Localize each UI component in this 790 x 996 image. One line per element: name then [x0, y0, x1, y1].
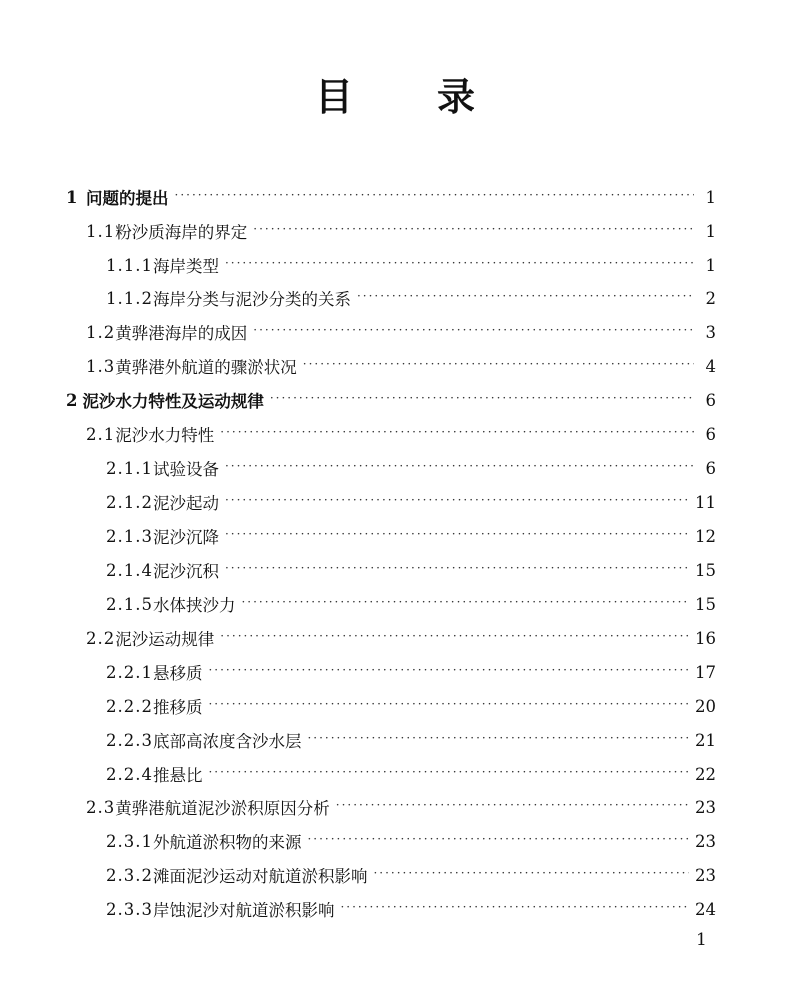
- toc-leader-dots: [373, 866, 689, 884]
- toc-entry-title: 悬移质: [152, 664, 203, 683]
- toc-entry[interactable]: [106, 894, 716, 924]
- toc-entry-number: 1.2: [86, 322, 116, 342]
- toc-entry-number: 2.2: [86, 628, 116, 648]
- toc-entry-title: 海岸分类与泥沙分类的关系: [152, 290, 351, 309]
- toc-leader-dots: [225, 256, 694, 274]
- toc-entry[interactable]: [66, 385, 716, 415]
- page-title: [0, 66, 790, 121]
- toc-leader-dots: [220, 629, 689, 647]
- toc-entry-page: 6: [705, 390, 716, 410]
- toc-entry-number: 2: [66, 390, 79, 410]
- toc-entry-title: 泥沙水力特性: [115, 426, 215, 445]
- toc-entry-title: 黄骅港航道泥沙淤积原因分析: [115, 799, 330, 818]
- toc-leader-dots: [241, 595, 689, 613]
- toc-entry-number: 1.1.2: [106, 288, 153, 308]
- toc-leader-dots: [253, 222, 694, 240]
- toc-leader-dots: [225, 493, 689, 511]
- toc-leader-dots: [270, 391, 694, 409]
- toc-leader-dots: [307, 832, 689, 850]
- toc-entry-number: 2.1.3: [106, 526, 153, 546]
- toc-entry-number: 2.3.1: [106, 831, 153, 851]
- toc-entry[interactable]: [106, 759, 716, 789]
- toc-entry-title: 泥沙水力特性及运动规律: [82, 392, 264, 411]
- toc-leader-dots: [225, 561, 689, 579]
- toc-entry-title: 岸蚀泥沙对航道淤积影响: [152, 901, 335, 920]
- toc-entry-page: 22: [695, 764, 716, 784]
- toc-entry-page: 11: [695, 492, 716, 512]
- toc-entry-page: 4: [705, 356, 716, 376]
- toc-entry[interactable]: [86, 317, 716, 347]
- toc-entry-page: 1: [705, 221, 716, 241]
- toc-leader-dots: [253, 323, 694, 341]
- toc-entry-number: 1.1.1: [106, 255, 153, 275]
- toc-entry-title: 外航道淤积物的来源: [152, 833, 302, 852]
- toc-entry[interactable]: [106, 860, 716, 890]
- toc-leader-dots: [220, 425, 694, 443]
- toc-entry-page: 3: [705, 322, 716, 342]
- toc-leader-dots: [357, 289, 694, 307]
- toc-entry-number: 2.1.1: [106, 458, 153, 478]
- toc-entry[interactable]: [86, 623, 716, 653]
- toc-entry-title: 滩面泥沙运动对航道淤积影响: [152, 867, 368, 886]
- toc-entry[interactable]: [106, 657, 716, 687]
- toc-entry-number: 2.2.4: [106, 764, 153, 784]
- toc-entry-page: 16: [695, 628, 716, 648]
- toc-entry-page: 17: [695, 662, 716, 682]
- toc-entry-number: 2.2.1: [106, 662, 153, 682]
- toc-entry-page: 21: [695, 730, 716, 750]
- toc-entry-number: 2.3.2: [106, 865, 153, 885]
- toc-entry-title: 海岸类型: [152, 257, 219, 276]
- toc-entry-page: 1: [705, 255, 716, 275]
- toc-entry-page: 2: [705, 288, 716, 308]
- toc-entry-page: 1: [705, 187, 716, 207]
- toc-entry-number: 2.2.3: [106, 730, 153, 750]
- toc-leader-dots: [208, 663, 689, 681]
- toc-leader-dots: [225, 527, 689, 545]
- toc-entry-number: 2.2.2: [106, 696, 153, 716]
- toc-leader-dots: [303, 357, 694, 375]
- toc-entry-number: 2.3: [86, 797, 116, 817]
- toc-entry-page: 6: [705, 424, 716, 444]
- toc-entry[interactable]: [106, 521, 716, 551]
- toc-leader-dots: [175, 188, 695, 206]
- toc-entry-page: 20: [695, 696, 716, 716]
- toc-entry-title: 黄骅港海岸的成因: [115, 324, 248, 343]
- toc-leader-dots: [340, 900, 689, 918]
- toc-entry-page: 23: [695, 865, 716, 885]
- toc-entry[interactable]: [86, 792, 716, 822]
- toc-entry-number: 1.3: [86, 356, 116, 376]
- toc-entry-page: 12: [695, 526, 716, 546]
- toc-entry[interactable]: [86, 419, 716, 449]
- toc-entry-title: 水体挟沙力: [152, 596, 236, 615]
- toc-entry-page: 15: [695, 594, 716, 614]
- toc-entry[interactable]: [86, 351, 716, 381]
- toc-entry-title: 泥沙沉积: [152, 562, 219, 581]
- toc-leader-dots: [208, 697, 689, 715]
- toc-leader-dots: [336, 798, 689, 816]
- title-char-left: 目: [314, 75, 393, 119]
- toc-entry-page: 24: [695, 899, 716, 919]
- toc-entry[interactable]: [106, 283, 716, 313]
- toc-entry-page: 15: [695, 560, 716, 580]
- page-number: 1: [696, 930, 707, 950]
- toc-entry[interactable]: [106, 555, 716, 585]
- toc-entry-title: 试验设备: [152, 460, 219, 479]
- toc-entry-number: 1.1: [86, 221, 116, 241]
- toc-entry-title: 问题的提出: [86, 189, 169, 208]
- toc-entry-number: 2.1: [86, 424, 116, 444]
- toc-entry[interactable]: [86, 216, 716, 246]
- toc-leader-dots: [307, 731, 689, 749]
- toc-entry-page: 6: [705, 458, 716, 478]
- toc-entry-title: 泥沙起动: [152, 494, 219, 513]
- toc-entry[interactable]: [106, 453, 716, 483]
- toc-entry-number: 2.1.4: [106, 560, 153, 580]
- toc-entry[interactable]: [106, 589, 716, 619]
- title-char-right: 录: [437, 75, 516, 119]
- toc-entry-title: 推移质: [152, 698, 203, 717]
- toc-entry[interactable]: [106, 725, 716, 755]
- toc-entry-title: 泥沙运动规律: [115, 630, 215, 649]
- toc-entry-page: 23: [695, 797, 716, 817]
- toc-entry-title: 黄骅港外航道的骤淤状况: [115, 358, 297, 377]
- toc-entry-title: 底部高浓度含沙水层: [152, 732, 302, 751]
- toc-entry[interactable]: [66, 182, 716, 212]
- toc-entry[interactable]: [106, 826, 716, 856]
- toc-entry[interactable]: [106, 250, 716, 280]
- toc-entry-number: 2.1.5: [106, 594, 153, 614]
- toc-leader-dots: [225, 459, 694, 477]
- toc-entry[interactable]: [106, 487, 716, 517]
- toc-entry-page: 23: [695, 831, 716, 851]
- toc-entry[interactable]: [106, 691, 716, 721]
- toc-entry-number: 2.1.2: [106, 492, 153, 512]
- toc-entry-title: 推悬比: [152, 766, 203, 785]
- toc-entry-title: 粉沙质海岸的界定: [115, 223, 248, 242]
- toc-entry-title: 泥沙沉降: [152, 528, 219, 547]
- toc-leader-dots: [208, 765, 689, 783]
- toc-entry-number: 1: [66, 187, 79, 207]
- toc-entry-number: 2.3.3: [106, 899, 153, 919]
